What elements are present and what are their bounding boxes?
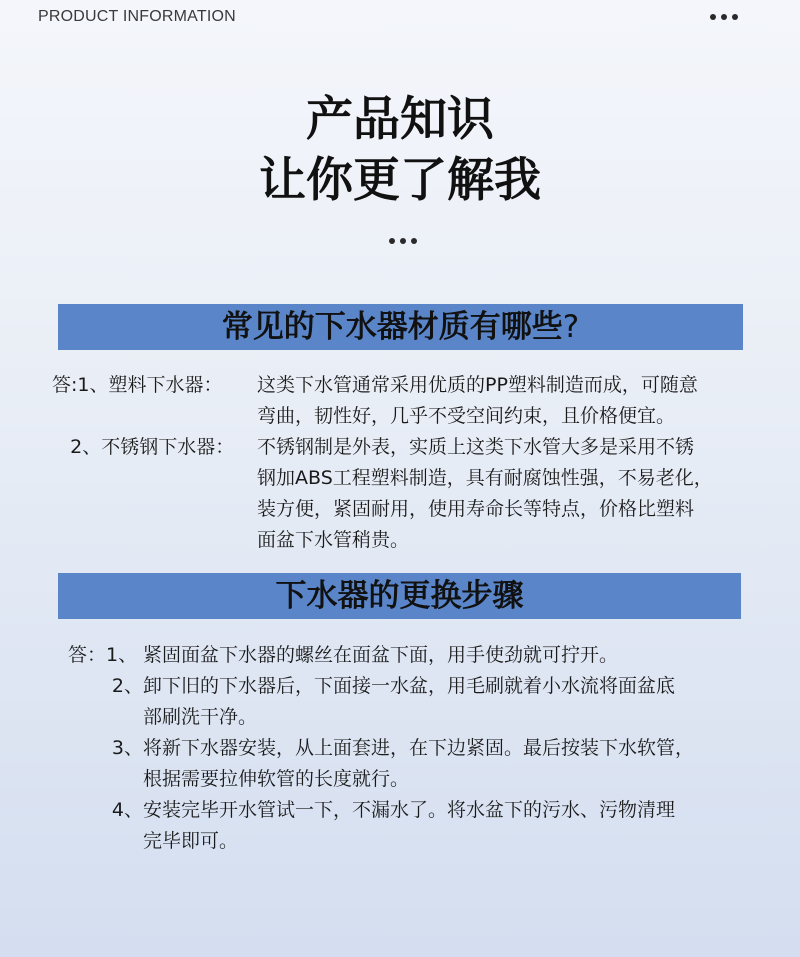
step-body [143, 671, 758, 733]
step-item [68, 671, 758, 733]
step-item [68, 795, 758, 857]
answer-line: 弯曲，韧性好，几乎不受空间约束，且价格便宜。 [257, 405, 676, 427]
step-line: 完毕即可。 [143, 830, 239, 852]
dot [710, 14, 716, 20]
answer-line: 这类下水管通常采用优质的PP塑料制造而成，可随意 [257, 374, 698, 396]
answer-line: 钢加ABS工程塑料制造，具有耐腐蚀性强，不易老化， [257, 467, 713, 489]
step-body [143, 640, 758, 671]
dot [400, 238, 406, 244]
dot [389, 238, 395, 244]
step-prefix: 4、 [111, 799, 143, 821]
step-line: 根据需要拉伸软管的长度就行。 [143, 768, 410, 790]
step-line: 卸下旧的下水器后，下面接一水盆，用毛刷就着小水流将面盆底 [143, 675, 676, 697]
ellipsis-divider-icon [389, 238, 417, 244]
answer-item-plastic [52, 370, 752, 432]
answer-item-prefix: 2、不锈钢下水器： [52, 436, 235, 458]
step-body [143, 795, 758, 857]
step-line: 紧固面盆下水器的螺丝在面盆下面，用手使劲就可拧开。 [143, 644, 619, 666]
page-subtitle: 让你更了解我 [259, 153, 541, 208]
section-replacement-banner [58, 573, 741, 619]
replacement-steps [68, 640, 758, 857]
answer-line: 装方便，紧固耐用，使用寿命长等特点，价格比塑料 [257, 498, 695, 520]
dot [732, 14, 738, 20]
step-prefix: 答：1、 [68, 644, 138, 666]
step-item [68, 640, 758, 671]
step-prefix: 2、 [111, 675, 143, 697]
answer-line: 面盆下水管稍贵。 [257, 529, 410, 551]
materials-answer [52, 370, 752, 556]
answer-item-prefix: 答:1、塑料下水器： [52, 374, 223, 396]
step-body [143, 733, 758, 795]
question-mark: ? [562, 309, 580, 345]
step-line: 部刷洗干净。 [143, 706, 258, 728]
page-title: 产品知识 [306, 92, 494, 147]
section-materials-banner [58, 304, 743, 350]
step-prefix: 3、 [111, 737, 143, 759]
dot [411, 238, 417, 244]
ellipsis-icon[interactable] [710, 14, 738, 20]
section-replacement-heading: 下水器的更换步骤 [275, 578, 524, 614]
product-information-label: PRODUCT INFORMATION [38, 8, 236, 25]
dot [721, 14, 727, 20]
answer-item-body [257, 370, 752, 432]
step-line: 将新下水器安装，从上面套进，在下边紧固。最后按装下水软管， [143, 737, 695, 759]
answer-line: 不锈钢制是外表，实质上这类下水管大多是采用不锈 [257, 436, 695, 458]
answer-item-body [257, 432, 752, 556]
step-line: 安装完毕开水管试一下，不漏水了。将水盆下的污水、污物清理 [143, 799, 676, 821]
section-materials-heading: 常见的下水器材质有哪些 [221, 309, 563, 345]
step-item [68, 733, 758, 795]
answer-item-stainless [52, 432, 752, 556]
